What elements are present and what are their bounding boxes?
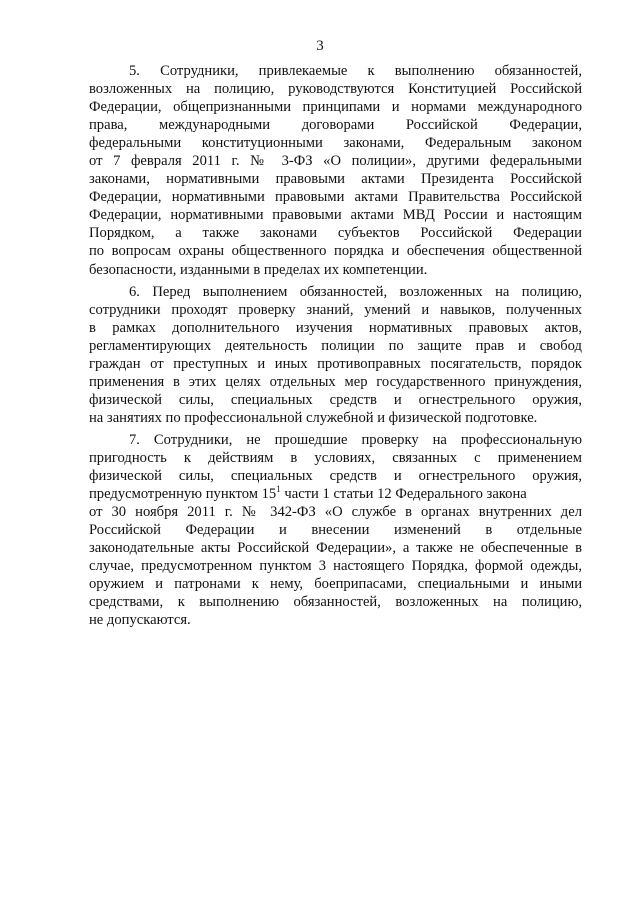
text-line: Федерации, нормативными правовыми актами Правительства Российской: [89, 189, 582, 206]
text-line: на занятиях по профессиональной служебной и физической подготовке.: [89, 409, 538, 426]
text-line: сотрудники проходят проверку знаний, умений и навыков, полученных: [89, 301, 582, 318]
text-line-with-superscript: [89, 485, 582, 503]
text-line: федеральными конституционными законами, Федеральным законом: [89, 135, 582, 152]
text-line: пригодность к действиям в условиях, связанных с применением: [89, 449, 582, 466]
text-line: физической силы, специальных средств и огнестрельного оружия,: [89, 468, 582, 485]
text-line: Порядком, а также законами субъектов Российской Федерации: [89, 225, 582, 242]
paragraph-7: [89, 431, 582, 630]
text-line: регламентирующих деятельность полиции по защите прав и свобод: [89, 337, 582, 354]
text-line: Российской Федерации и внесении изменений в отдельные: [89, 522, 582, 539]
text-line: средствами, к выполнению обязанностей, возложенных на полицию,: [89, 594, 582, 611]
text-line: 7. Сотрудники, не прошедшие проверку на профессиональную: [129, 431, 582, 448]
text-line: граждан от преступных и иных противоправных посягательств, порядок: [89, 355, 582, 372]
text-line: не допускаются.: [89, 612, 191, 629]
text-line: законами, нормативными правовыми актами Президента Российской: [89, 171, 582, 188]
text-line: применения в этих целях отдельных мер государственного принуждения,: [89, 373, 582, 390]
paragraph-5: [89, 62, 582, 279]
text-line: по вопросам охраны общественного порядка и обеспечения общественной: [89, 243, 582, 260]
text-line: возложенных на полицию, руководствуются Конституцией Российской: [89, 81, 582, 98]
text-line: физической силы, специальных средств и огнестрельного оружия,: [89, 391, 582, 408]
superscript: 1: [276, 484, 281, 495]
text-line: оружием и патронами к нему, боеприпасами, специальными и иными: [89, 576, 582, 593]
text-fragment: предусмотренную пунктом 15: [89, 486, 277, 503]
text-line: от 30 ноября 2011 г. № 342-ФЗ «О службе в органах внутренних дел: [89, 504, 582, 521]
text-line: от 7 февраля 2011 г. № 3-ФЗ «О полиции», другими федеральными: [89, 153, 582, 170]
text-fragment: части 1 статьи 12 Федерального закона: [280, 486, 527, 503]
document-body: [89, 62, 582, 629]
text-line: 6. Перед выполнением обязанностей, возложенных на полицию,: [129, 283, 582, 300]
text-line: в рамках дополнительного изучения нормативных правовых актов,: [89, 319, 582, 336]
text-line: Федерации, общепризнанными принципами и нормами международного: [89, 99, 582, 116]
page-number: 3: [316, 38, 324, 54]
text-line: права, международными договорами Российской Федерации,: [89, 117, 582, 134]
text-line: случае, предусмотренном пунктом 3 настоящего Порядка, формой одежды,: [89, 558, 582, 575]
text-line: безопасности, изданными в пределах их компетенции.: [89, 261, 428, 278]
text-line: законодательные акты Российской Федерации», а также не обеспеченные в: [89, 540, 582, 557]
paragraph-6: [89, 283, 582, 427]
text-line: Федерации, нормативными правовыми актами МВД России и настоящим: [89, 207, 582, 224]
text-line: 5. Сотрудники, привлекаемые к выполнению обязанностей,: [129, 63, 582, 79]
